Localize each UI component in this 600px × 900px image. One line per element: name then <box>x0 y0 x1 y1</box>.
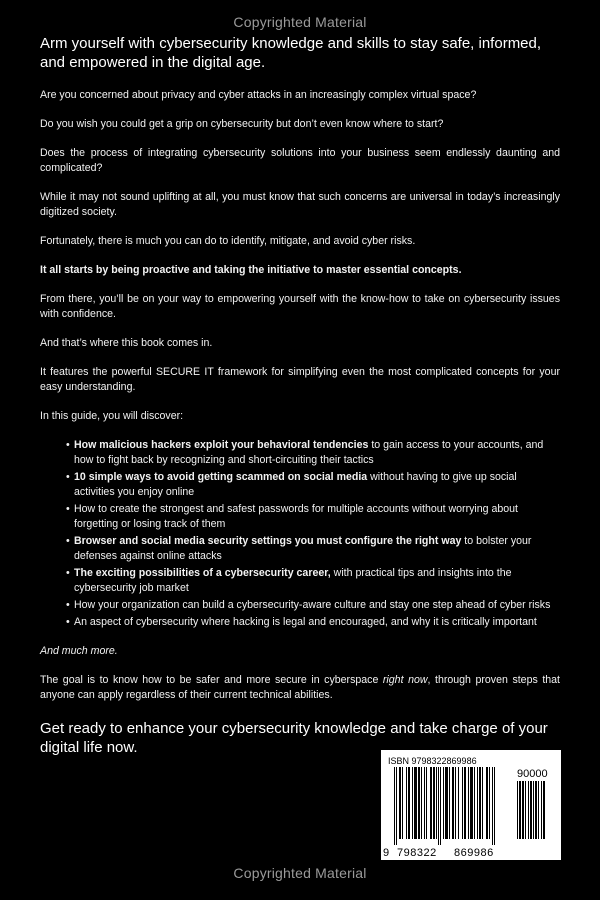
watermark-bottom: Copyrighted Material <box>233 865 367 881</box>
paragraph-from-there: From there, you’ll be on your way to empowering yourself with the know-how to take on cybersecurity issues with confidence. <box>40 293 560 320</box>
barcode-bars-icon <box>394 767 507 847</box>
paragraph-uplifting: While it may not sound uplifting at all, you must know that such concerns are universal in today’s increasingly digitized society. <box>40 191 560 218</box>
list-item: • 10 simple ways to avoid getting scammed on social media without having to give up social activities you enjoy online <box>68 470 560 500</box>
list-item: • How to create the strongest and safest passwords for multiple accounts without worrying about forgetting or losing track of them <box>68 502 560 532</box>
barcode-digits-group1: 798322 <box>397 847 437 859</box>
paragraph-grip: Do you wish you could get a grip on cybersecurity but don’t even know where to start? <box>40 118 444 130</box>
isbn-barcode <box>381 750 561 860</box>
paragraph-privacy: Are you concerned about privacy and cyber attacks in an increasingly complex virtual space? <box>40 89 477 101</box>
paragraph-fortunately: Fortunately, there is much you can do to identify, mitigate, and avoid cyber risks. <box>40 235 416 247</box>
discover-list <box>40 438 560 630</box>
paragraph-book-comes-in: And that’s where this book comes in. <box>40 337 213 349</box>
list-item: • How your organization can build a cybersecurity-aware culture and stay one step ahead of cyber risks <box>68 598 560 613</box>
back-cover-text <box>40 34 560 757</box>
paragraph-framework: It features the powerful SECURE IT framework for simplifying even the most complicated concepts for your easy understanding. <box>40 366 560 393</box>
paragraph-integrating: Does the process of integrating cybersecurity solutions into your business seem endlessly daunting and complicated? <box>40 147 560 174</box>
isbn-label: ISBN 9798322869986 <box>388 756 477 766</box>
list-item: • The exciting possibilities of a cybersecurity career, with practical tips and insights into the cybersecurity job market <box>68 566 560 596</box>
closing-statement: Get ready to enhance your cybersecurity knowledge and take charge of your digital life now. <box>40 720 548 756</box>
price-code: 90000 <box>517 768 548 780</box>
paragraph-discover: In this guide, you will discover: <box>40 410 184 422</box>
addon-barcode-bars-icon <box>517 781 555 841</box>
list-item: • How malicious hackers exploit your behavioral tendencies to gain access to your accounts, and how to fight back by recognizing and short-circuiting their tactics <box>68 438 560 468</box>
and-much-more: And much more. <box>40 645 118 657</box>
headline: Arm yourself with cybersecurity knowledge and skills to stay safe, informed, and empowered in the digital age. <box>40 35 542 71</box>
paragraph-proactive: It all starts by being proactive and taking the initiative to master essential concepts. <box>40 264 462 276</box>
paragraph-goal: The goal is to know how to be safer and more secure in cyberspace right now, through proven steps that anyone can apply regardless of their current technical abilities. <box>40 674 560 701</box>
barcode-digit-first: 9 <box>383 847 390 859</box>
list-item: • An aspect of cybersecurity where hacking is legal and encouraged, and why it is critically important <box>68 615 560 630</box>
list-item: • Browser and social media security settings you must configure the right way to bolster your defenses against online attacks <box>68 534 560 564</box>
barcode-digits-group2: 869986 <box>454 847 494 859</box>
watermark-top: Copyrighted Material <box>233 14 367 30</box>
